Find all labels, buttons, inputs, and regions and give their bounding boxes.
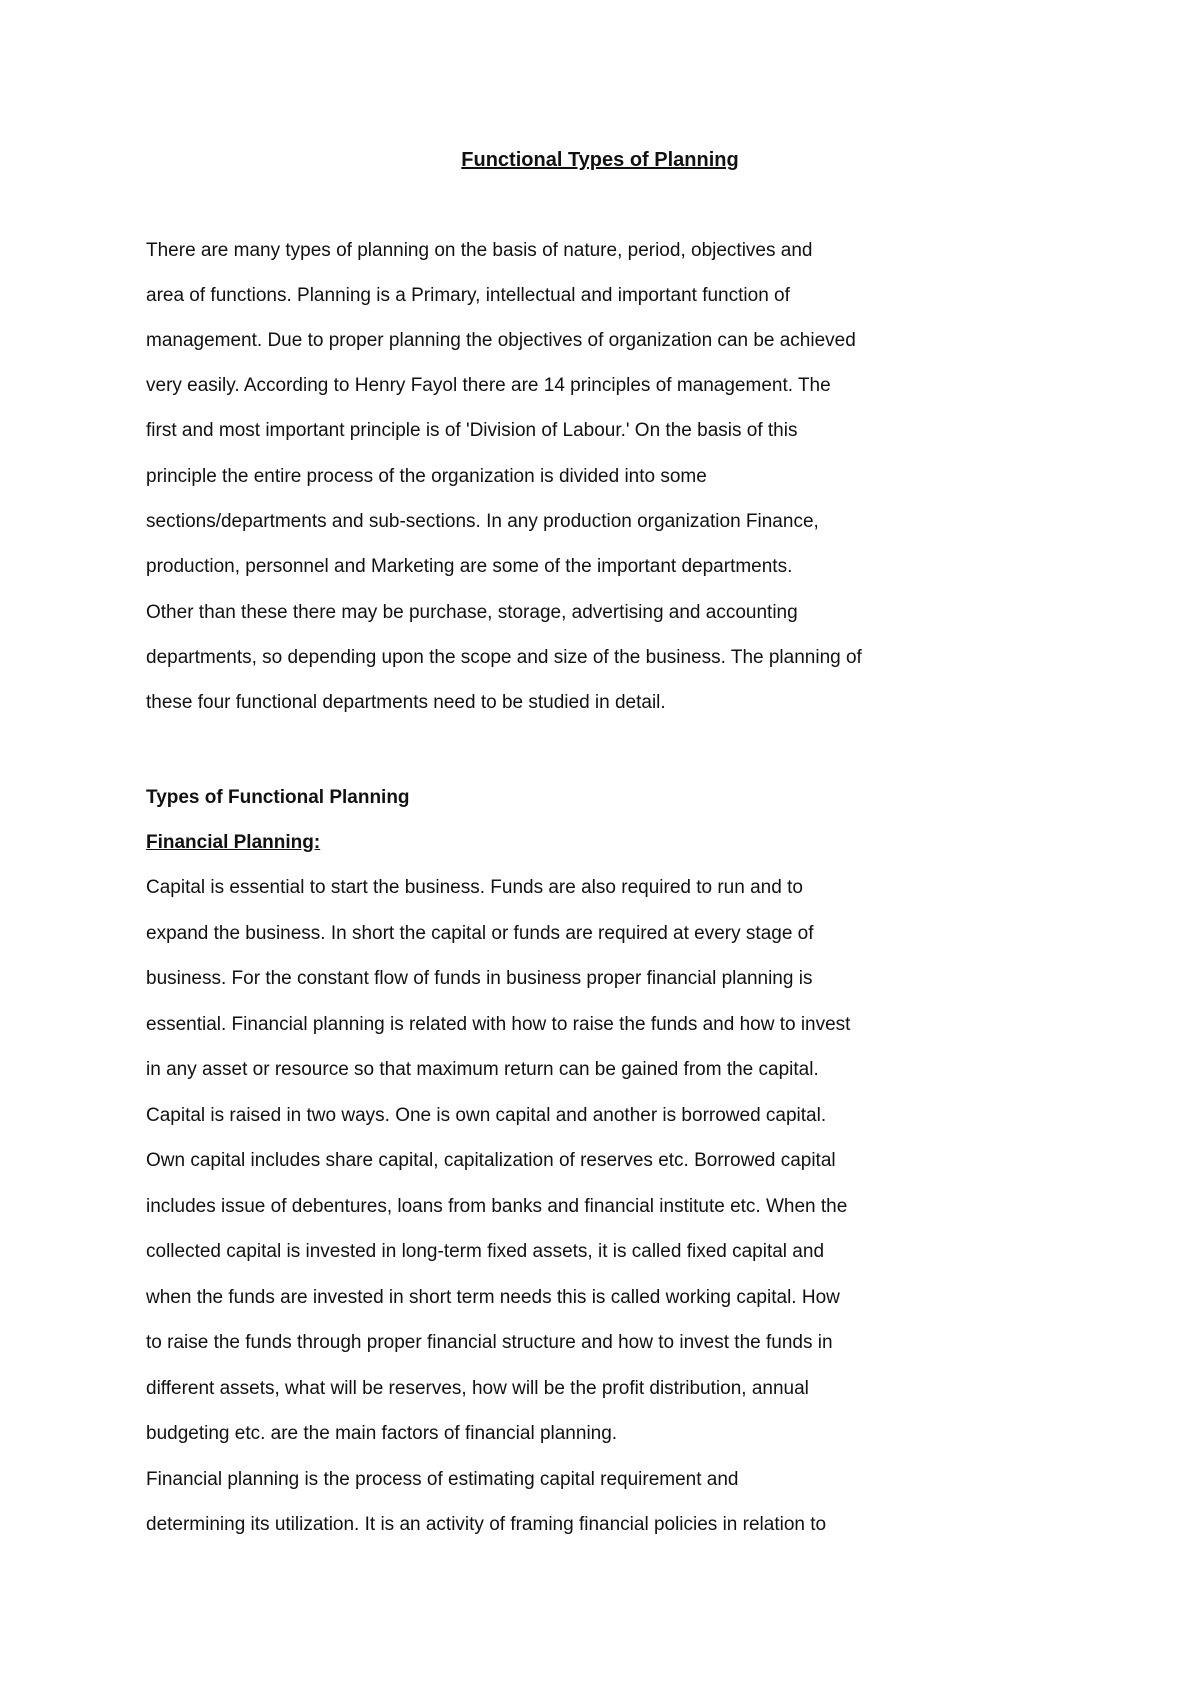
document-title: Functional Types of Planning: [461, 149, 739, 171]
section-heading: Types of Functional Planning: [146, 787, 410, 808]
intro-line: area of functions. Planning is a Primary, intellectual and important function of: [146, 285, 790, 306]
intro-line: departments, so depending upon the scope and size of the business. The planning of: [146, 647, 862, 668]
financial-line: essential. Financial planning is related with how to raise the funds and how to invest: [146, 1014, 851, 1035]
intro-line: sections/departments and sub-sections. In any production organization Finance,: [146, 511, 819, 532]
intro-line: production, personnel and Marketing are some of the important departments.: [146, 556, 793, 577]
financial-line: expand the business. In short the capital or funds are required at every stage of: [146, 923, 814, 944]
financial-line: in any asset or resource so that maximum return can be gained from the capital.: [146, 1059, 819, 1080]
financial-line: Own capital includes share capital, capitalization of reserves etc. Borrowed capital: [146, 1150, 836, 1171]
subsection-heading: Financial Planning:: [146, 832, 321, 853]
intro-line: There are many types of planning on the basis of nature, period, objectives and: [146, 240, 813, 261]
financial-line: when the funds are invested in short term needs this is called working capital. How: [146, 1287, 840, 1308]
intro-line: principle the entire process of the organization is divided into some: [146, 466, 707, 487]
intro-line: first and most important principle is of 'Division of Labour.' On the basis of this: [146, 420, 798, 441]
financial-line: Financial planning is the process of estimating capital requirement and: [146, 1469, 739, 1490]
intro-line: very easily. According to Henry Fayol there are 14 principles of management. The: [146, 375, 831, 396]
intro-line: these four functional departments need to be studied in detail.: [146, 692, 666, 713]
financial-line: budgeting etc. are the main factors of financial planning.: [146, 1423, 618, 1444]
financial-line: Capital is raised in two ways. One is own capital and another is borrowed capital.: [146, 1105, 827, 1126]
financial-line: determining its utilization. It is an activity of framing financial policies in relation to: [146, 1514, 827, 1535]
financial-line: includes issue of debentures, loans from banks and financial institute etc. When the: [146, 1196, 848, 1217]
financial-line: Capital is essential to start the business. Funds are also required to run and to: [146, 877, 803, 898]
financial-line: to raise the funds through proper financial structure and how to invest the funds in: [146, 1332, 833, 1353]
intro-line: management. Due to proper planning the objectives of organization can be achieved: [146, 330, 856, 351]
financial-line: collected capital is invested in long-term fixed assets, it is called fixed capital and: [146, 1241, 825, 1262]
intro-line: Other than these there may be purchase, storage, advertising and accounting: [146, 602, 798, 623]
financial-line: business. For the constant flow of funds in business proper financial planning is: [146, 968, 813, 989]
financial-line: different assets, what will be reserves, how will be the profit distribution, annual: [146, 1378, 809, 1399]
